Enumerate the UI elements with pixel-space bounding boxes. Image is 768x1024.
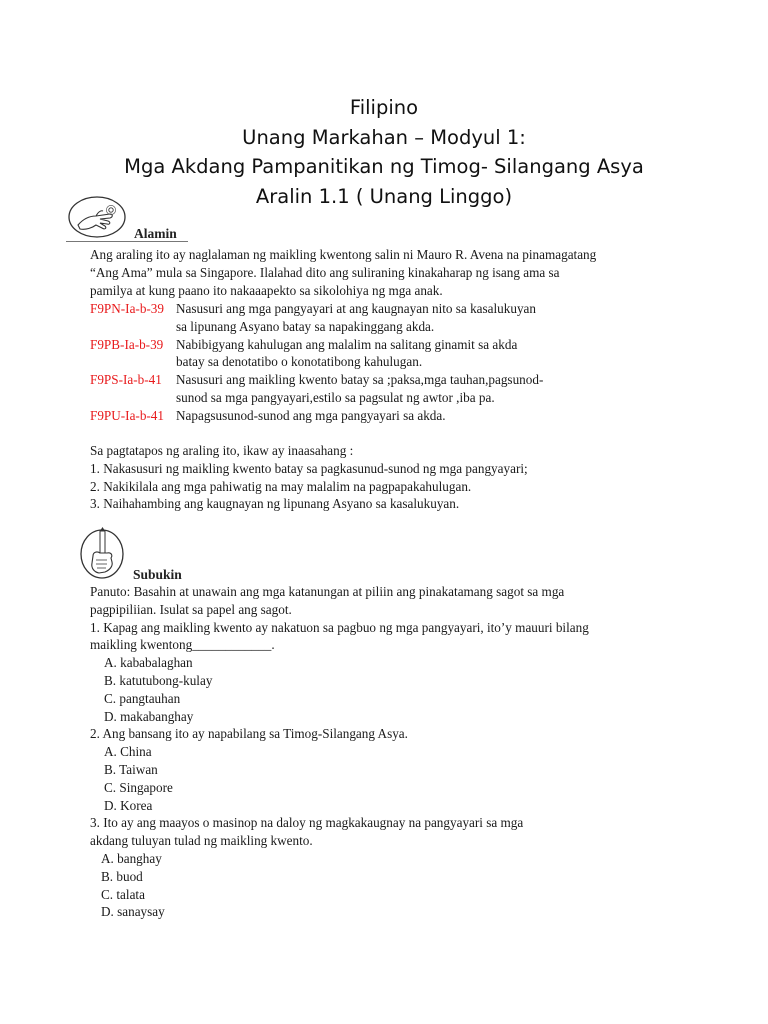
competency-item — [90, 300, 710, 336]
competency-code: F9PN-Ia-b-39 — [90, 301, 164, 316]
alamin-heading: Alamin — [134, 226, 177, 241]
quarter-module-title: Unang Markahan – Modyul 1: — [242, 125, 526, 149]
answer-choice: A. China — [104, 744, 152, 760]
answer-choice: C. pangtauhan — [104, 690, 181, 706]
intro-line: Ang araling ito ay naglalaman ng maikling kwentong salin ni Mauro R. Avena na pinamagatang — [90, 247, 597, 262]
answer-choice: A. kababalaghan — [104, 655, 193, 671]
competency-text: Nasusuri ang maikling kwento batay sa ;paksa,mga tauhan,pagsunod- — [176, 372, 544, 388]
competency-code: F9PU-Ia-b-41 — [90, 407, 164, 423]
answer-choice: B. katutubong-kulay — [104, 672, 213, 688]
subukin-heading: Subukin — [133, 567, 182, 582]
objective-item: 1. Nakasusuri ng maikling kwento batay sa pagkasunud-sunod ng mga pangyayari; — [90, 460, 528, 476]
topic-title: Mga Akdang Pampanitikan ng Timog- Silangang Asya — [124, 155, 644, 178]
answer-choice: D. Korea — [104, 797, 153, 813]
pointing-hand-icon — [66, 194, 130, 240]
instructions-line: pagpipiliian. Isulat sa papel ang sagot. — [90, 601, 292, 617]
answer-choice: D. sanaysay — [101, 904, 165, 920]
competency-item — [90, 371, 710, 407]
instructions-line: Panuto: Basahin at unawain ang mga katanungan at piliin ang pinakatamang sagot sa mga — [90, 584, 565, 599]
answer-choice: C. talata — [101, 886, 145, 902]
answer-choice: D. makabanghay — [104, 708, 194, 724]
competency-code: F9PS-Ia-b-41 — [90, 372, 162, 388]
objectives-intro: Sa pagtatapos ng araling ito, ikaw ay inaasahang : — [90, 443, 354, 458]
question-text: maikling kwentong____________. — [90, 637, 275, 653]
alamin-intro — [90, 246, 710, 299]
subukin-content — [90, 583, 710, 921]
competency-text: Nabibigyang kahulugan ang malalim na salitang ginamit sa akda — [176, 336, 518, 352]
intro-line: “Ang Ama” mula sa Singapore. Ilalahad dito ang suliraning kinakaharap ng isang ama sa — [90, 264, 560, 280]
lesson-title: Aralin 1.1 ( Unang Linggo) — [255, 184, 513, 208]
competency-code: F9PB-Ia-b-39 — [90, 336, 164, 352]
objectives — [90, 442, 710, 513]
answer-choice: B. Taiwan — [104, 761, 158, 777]
intro-line: pamilya at kung paano ito nakaaapekto sa sikolohiya ng mga anak. — [90, 282, 443, 298]
answer-choice: B. buod — [101, 868, 143, 884]
competency-item — [90, 336, 710, 372]
question-text: 1. Kapag ang maikling kwento ay nakatuon sa pagbuo ng mga pangyayari, ito’y mauuri bilang — [90, 619, 589, 635]
pencil-hand-icon — [77, 526, 127, 582]
competency-text: batay sa denotatibo o konotatibong kahulugan. — [176, 354, 423, 370]
answer-choice: A. banghay — [101, 850, 162, 866]
question-text: 3. Ito ay ang maayos o masinop na daloy ng magkakaugnay na pangyayari sa mga — [90, 815, 524, 831]
competency-text: sa lipunang Asyano batay sa napakinggang akda. — [176, 318, 435, 334]
objective-item: 3. Naihahambing ang kaugnayan ng lipunang Asyano sa kasalukuyan. — [90, 496, 460, 512]
answer-choice: C. Singapore — [104, 779, 173, 795]
objective-item: 2. Nakikilala ang mga pahiwatig na may malalim na pagpapakahulugan. — [90, 478, 472, 494]
competency-text: Nasusuri ang mga pangyayari at ang kaugnayan nito sa kasalukuyan — [176, 301, 536, 316]
competency-text: sunod sa mga pangyayari,estilo sa pagsulat ng awtor ,iba pa. — [176, 389, 495, 405]
competency-list — [90, 300, 710, 425]
subject-title: Filipino — [349, 96, 419, 119]
competency-text: Napagsusunod-sunod ang mga pangyayari sa akda. — [176, 407, 446, 423]
competency-item — [90, 407, 710, 425]
question-text: 2. Ang bansang ito ay napabilang sa Timog-Silangang Asya. — [90, 726, 408, 742]
question-text: akdang tuluyan tulad ng maikling kwento. — [90, 833, 313, 849]
